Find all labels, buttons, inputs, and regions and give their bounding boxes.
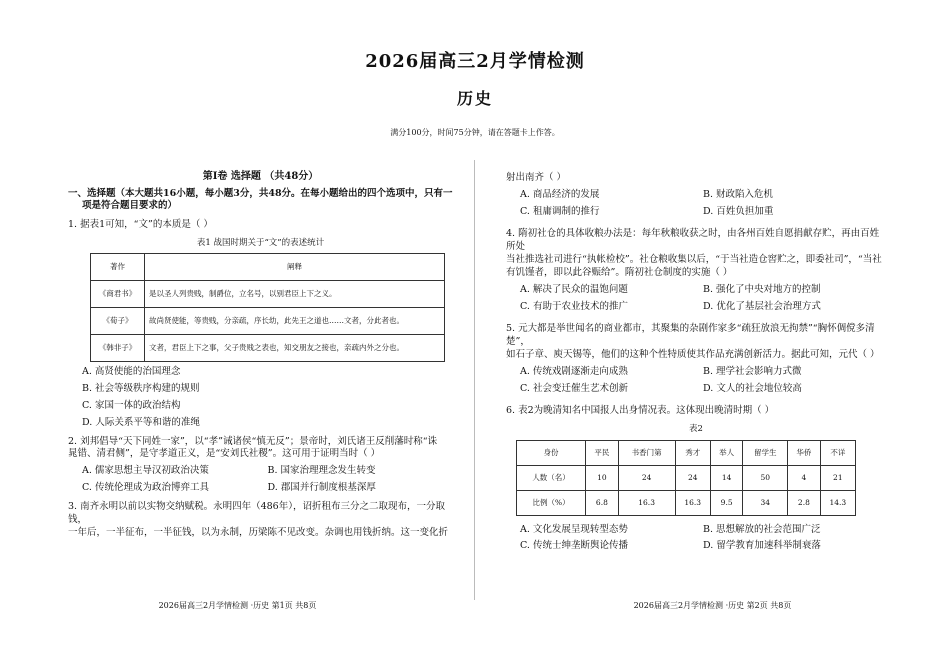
option-d: D. 留学教育加速科举制衰落 bbox=[703, 540, 821, 552]
table-header-row bbox=[517, 440, 856, 465]
option-b: B. 理学社会影响力式微 bbox=[703, 365, 802, 377]
page-footer-left: 2026届高三2月学情检测 ·历史 第1页 共8页 bbox=[158, 601, 317, 610]
table-1 bbox=[90, 253, 445, 362]
table-header-cell: 身份 bbox=[517, 440, 586, 465]
table-2 bbox=[516, 440, 856, 516]
question-stem-line3: 射出南齐（ ） bbox=[506, 172, 567, 183]
option-list bbox=[68, 465, 453, 499]
right-column bbox=[506, 172, 886, 557]
table-header-cell: 书香门第 bbox=[618, 440, 675, 465]
option-list bbox=[506, 189, 886, 223]
subject-title: 历史 bbox=[456, 89, 493, 108]
option-d: D. 文人的社会地位较高 bbox=[703, 382, 802, 394]
option-list bbox=[506, 284, 886, 318]
option-a: A. 商品经济的发展 bbox=[520, 188, 600, 200]
option-a: A. 高贤使能的治国理念 bbox=[82, 366, 181, 378]
option-b: B. 思想解放的社会范围广泛 bbox=[703, 523, 821, 535]
question-stem-line1: 3. 南齐永明以前以实物交纳赋税。永明四年（486年），诏折租布三分之二取现布，一分取钱， bbox=[68, 500, 445, 525]
question-stem: 1. 据表1可知，“文”的本质是（ ） bbox=[68, 219, 213, 231]
table-cell: 人数（名） bbox=[517, 465, 586, 490]
option-c: C. 传统士绅垄断舆论传播 bbox=[520, 540, 628, 552]
table-cell: 《荀子》 bbox=[91, 308, 145, 335]
table-header-cell: 举人 bbox=[710, 440, 743, 465]
table-cell: 《韩非子》 bbox=[91, 335, 145, 362]
option-c: C. 有助于农业技术的推广 bbox=[520, 300, 628, 312]
table-cell: 34 bbox=[743, 490, 788, 515]
section-title: 第Ⅰ卷 选择题 （共48分） bbox=[202, 171, 319, 182]
table-cell: 21 bbox=[820, 465, 855, 490]
table-cell: 14.3 bbox=[820, 490, 855, 515]
table-cell: 4 bbox=[788, 465, 821, 490]
option-a: A. 传统戏剧逐渐走向成熟 bbox=[520, 365, 628, 377]
option-d: D. 郡国并行制度根基深厚 bbox=[267, 482, 376, 494]
section-instruction-line1: 一、选择题（本大题共16小题，每小题3分，共48分。在每小题给出的四个选项中，只有一 bbox=[68, 187, 453, 199]
table-header-cell: 平民 bbox=[586, 440, 619, 465]
exam-title: 2026届高三2月学情检测 bbox=[365, 51, 585, 72]
table-header-cell: 秀才 bbox=[675, 440, 710, 465]
option-b: B. 强化了中央对地方的控制 bbox=[703, 283, 821, 295]
table-header-cell: 阐释 bbox=[145, 254, 445, 281]
option-b: B. 财政陷入危机 bbox=[703, 188, 774, 200]
table-cell: 《商君书》 bbox=[91, 281, 145, 308]
question-3-continued bbox=[506, 172, 886, 222]
table-cell: 10 bbox=[586, 465, 619, 490]
left-column bbox=[68, 170, 453, 539]
option-c: C. 社会变迁催生艺术创新 bbox=[520, 382, 628, 394]
question-stem-line1: 2. 刘邦倡导“天下同姓一家”，以“孝”诫诸侯“慎无反”；景帝时，刘氏诸王反削藩时称“诛 bbox=[68, 435, 438, 447]
table-header-row bbox=[91, 254, 445, 281]
question-stem-line1: 5. 元大都是举世闻名的商业都市，其聚集的杂剧作家多“疏狂放浪无拘禁”“胸怀倜傥多清楚”， bbox=[506, 323, 875, 348]
option-a: A. 文化发展呈现转型态势 bbox=[520, 523, 628, 535]
table-cell: 故尚贤使能，等贵贱，分亲疏，序长幼，此先王之道也……文者，分此者也。 bbox=[145, 308, 445, 335]
option-list bbox=[506, 524, 886, 558]
table-cell: 是以圣人列贵贱，制爵位，立名号，以别君臣上下之义。 bbox=[145, 281, 445, 308]
table-cell: 2.8 bbox=[788, 490, 821, 515]
table-cell: 24 bbox=[675, 465, 710, 490]
table-cell: 14 bbox=[710, 465, 743, 490]
table-cell: 比例（%） bbox=[517, 490, 586, 515]
exam-note: 满分100分，时间75分钟，请在答题卡上作答。 bbox=[390, 128, 560, 137]
table-header-cell: 著作 bbox=[91, 254, 145, 281]
question-4 bbox=[506, 228, 886, 317]
table-row bbox=[91, 335, 445, 362]
question-stem-line1: 4. 隋初社仓的具体收粮办法是：每年秋粮收获之时，由各州百姓自愿捐献存贮，再由百姓所处 bbox=[506, 228, 880, 253]
question-6 bbox=[506, 405, 886, 557]
table-header-cell: 留学生 bbox=[743, 440, 788, 465]
table-cell: 24 bbox=[618, 465, 675, 490]
table-cell: 6.8 bbox=[586, 490, 619, 515]
table-row bbox=[517, 490, 856, 515]
question-stem-line2: 如石子章、庾天锡等，他们的这种个性特质使其作品充满创新活力。据此可知，元代（ ） bbox=[506, 348, 880, 360]
table-row bbox=[517, 465, 856, 490]
question-5 bbox=[506, 323, 886, 399]
option-d: D. 人际关系平等和谐的准绳 bbox=[82, 416, 200, 428]
table-cell: 文者，君臣上下之事，父子贵贱之表也，知交朋友之接也，亲疏内外之分也。 bbox=[145, 335, 445, 362]
question-stem: 6. 表2为晚清知名中国报人出身情况表。这体现出晚清时期（ ） bbox=[506, 405, 775, 417]
question-stem-line2: 当社推选社司进行“执帐检校”。社仓粮收集以后，“于当社造仓窖贮之，即委社司”，“当社 bbox=[506, 254, 882, 266]
table-caption: 表2 bbox=[689, 424, 703, 435]
table-row bbox=[91, 308, 445, 335]
option-a: A. 解决了民众的温饱问题 bbox=[520, 283, 628, 295]
table-header-cell: 不详 bbox=[820, 440, 855, 465]
option-d: D. 百姓负担加重 bbox=[703, 205, 774, 217]
table-cell: 16.3 bbox=[675, 490, 710, 515]
option-c: C. 租庸调制的推行 bbox=[520, 205, 600, 217]
option-list bbox=[506, 366, 886, 400]
table-caption: 表1 战国时期关于“文”的表述统计 bbox=[196, 237, 325, 248]
option-c: C. 传统伦理成为政治博弈工具 bbox=[82, 482, 209, 494]
section-instruction-line2: 项是符合题目要求的） bbox=[82, 200, 178, 212]
table-cell: 9.5 bbox=[710, 490, 743, 515]
page-footer-right: 2026届高三2月学情检测 ·历史 第2页 共8页 bbox=[633, 601, 792, 610]
question-3-start bbox=[68, 501, 453, 539]
table-row bbox=[91, 281, 445, 308]
question-2 bbox=[68, 436, 453, 499]
table-header-cell: 华侨 bbox=[788, 440, 821, 465]
option-b: B. 社会等级秩序构建的规则 bbox=[82, 383, 200, 395]
question-stem-line2: 一年后，一半征布，一半征钱，以为永制，历梁陈不见改变。杂调也用钱折纳。这一变化折 bbox=[68, 526, 449, 538]
question-1 bbox=[68, 219, 453, 430]
question-stem-line3: 有饥馑者，即以此谷赈给”。隋初社仓制度的实施（ ） bbox=[506, 266, 733, 278]
question-stem-line2: 晁错、清君侧”，是守孝道正义，是“安刘氏社稷”。这可用于证明当时（ ） bbox=[68, 448, 381, 460]
option-b: B. 国家治理理念发生转变 bbox=[267, 465, 376, 477]
table-cell: 50 bbox=[743, 465, 788, 490]
column-divider bbox=[474, 160, 475, 600]
option-a: A. 儒家思想主导汉初政治决策 bbox=[82, 465, 209, 477]
option-c: C. 家国一体的政治结构 bbox=[82, 400, 181, 412]
table-cell: 16.3 bbox=[618, 490, 675, 515]
option-d: D. 优化了基层社会治理方式 bbox=[703, 300, 821, 312]
